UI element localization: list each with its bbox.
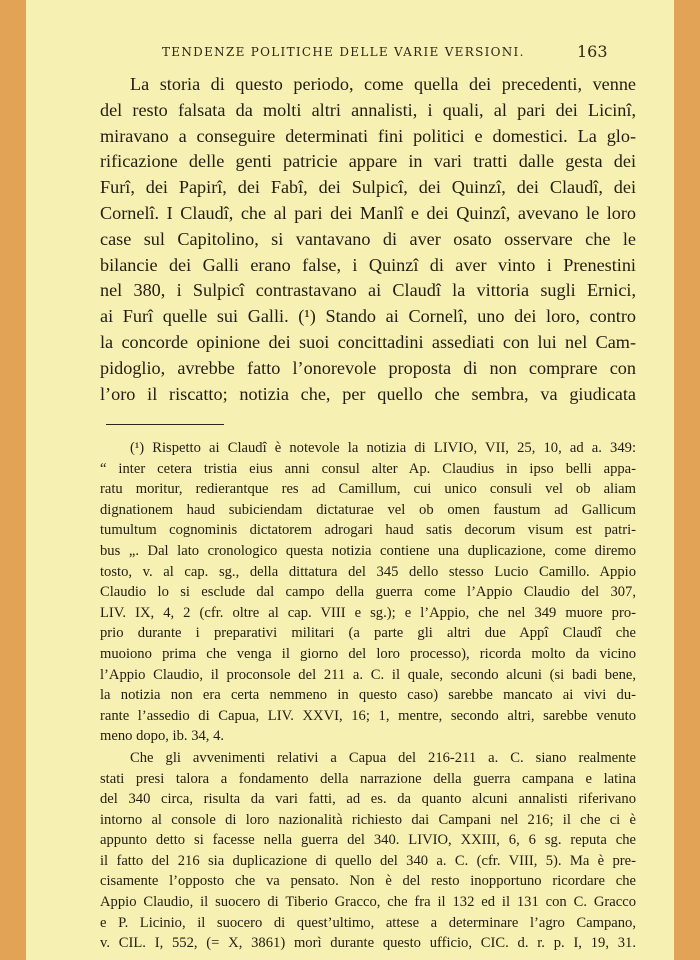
footnote-paragraph-1 [100, 438, 636, 747]
text-line: nel 380, i Sulpicî contrastavano ai Claudî la vittoria sugli Ernici, [100, 280, 636, 301]
text-line: miravano a conseguire determinati fini politici e domestici. La glo- [100, 125, 636, 146]
text-line: rificazione delle genti patricie appare in vari tratti dalle gesta dei [100, 151, 636, 172]
footnote [100, 438, 636, 954]
footnote-line: ratu moritur, redierantque res ad Camillum, cui unico consuli vel ob aliam [100, 481, 636, 498]
text-line: case sul Capitolino, si vantavano di aver osato osservare che le [100, 228, 636, 249]
footnote-line: tosto, v. al cap. sg., della dittatura del 345 dello stesso Lucio Camillo. Appio [100, 563, 636, 580]
footnote-line: intorno al console di loro nazionalità richiesto dai Campani nel 216; il che ci è [100, 811, 636, 828]
footnote-divider [106, 424, 224, 425]
footnote-line: (¹) Rispetto ai Claudî è notevole la notizia di LIVIO, VII, 25, 10, ad a. 349: [130, 440, 636, 456]
footnote-line: del 340 circa, risulta da vari fatti, ad es. da quanto alcuni annalisti riferivano [100, 791, 636, 808]
main-paragraph [100, 72, 636, 407]
footnote-line: Che gli avvenimenti relativi a Capua del 216-211 a. C. siano realmente [130, 749, 636, 766]
footnote-line: la notizia non era certa nemmeno in questo caso) sarebbe mancato ai vivi du- [100, 687, 636, 704]
footnote-line: meno dopo, ib. 34, 4. [100, 728, 225, 745]
footnote-line: Appio Claudio, il suocero di Tiberio Gracco, che fra il 132 ed il 131 con C. Gracco [100, 894, 636, 911]
footnote-line: bus „. Dal lato cronologico questa notizia contiene una duplicazione, come diremo [100, 542, 636, 559]
text-line: bilancie dei Galli erano false, i Quinzî di aver vinto i Prenestini [100, 254, 636, 275]
book-page [26, 0, 674, 960]
footnote-line: appunto detto si facesse nella guerra del 340. LIVIO, XXIII, 6, 6 sg. reputa che [100, 832, 636, 849]
footnote-line: dignationem haud subiciendam dictaturae vel ob omen faustum ad Gallicum [100, 501, 636, 518]
footnote-line: prio durante i preparativi militari (a parte gli altri due Appî Claudî che [100, 625, 636, 642]
text-line: Furî, dei Papirî, dei Fabî, dei Sulpicî, dei Quinzî, dei Claudî, dei [100, 177, 636, 198]
footnote-line: “ inter cetera tristia eius anni consul alter Ap. Claudius in ipso belli appa- [100, 460, 636, 477]
text-line: ai Furî quelle sui Galli. (¹) Stando ai Cornelî, uno dei loro, contro [100, 306, 636, 327]
footnote-line: v. CIL. I, 552, (= X, 3861) morì durante questo ufficio, CIC. d. r. p. I, 19, 31. [100, 935, 636, 952]
footnote-line: muoiono prima che venga il giorno del loro processo), ricorda molto da vicino [100, 645, 636, 662]
footnote-line: LIV. IX, 4, 2 (cfr. oltre al cap. VIII e sg.); e l’Appio, che nel 349 muore pro- [100, 604, 636, 621]
running-head [26, 42, 674, 64]
text-line: pidoglio, avrebbe fatto l’onorevole proposta di non comprare con [100, 357, 636, 378]
running-title: TENDENZE POLITICHE DELLE VARIE VERSIONI. [162, 45, 525, 59]
footnote-paragraph-2 [100, 748, 636, 954]
footnote-line: cisamente l’opposto che va pensato. Non è del resto inopportuno ricordare che [100, 873, 636, 890]
footnote-line: Claudio lo si esclude dal campo della guerra come l’Appio Claudio del 307, [100, 584, 636, 601]
footnote-line: stati presi talora a fondamento della narrazione della guerra campana e latina [100, 770, 636, 787]
text-line: del resto falsata da molti altri annalisti, i quali, al pari dei Licinî, [100, 99, 636, 120]
footnote-line: l’Appio Claudio, il proconsole del 211 a. C. il quale, secondo alcuni (si badi bene, [100, 666, 636, 683]
page-number: 163 [577, 42, 608, 61]
text-line: Cornelî. I Claudî, che al pari dei Manlî e dei Quinzî, avevano le loro [100, 202, 636, 223]
text-line: La storia di questo periodo, come quella dei precedenti, venne [130, 74, 636, 94]
footnote-line: il fatto del 216 sia duplicazione di quello del 340 a. C. (cfr. VIII, 5). Ma è pre- [100, 852, 636, 869]
footnote-line: tumultum cognominis dictatorem adrogari haud satis decorum visum est patri- [100, 522, 636, 539]
footnote-line: rante l’assedio di Capua, LIV. XXVI, 16; 1, mentre, secondo altri, sarebbe venuto [100, 707, 636, 724]
text-line: l’oro il riscatto; notizia che, per quello che sembra, va giudicata [100, 383, 636, 404]
text-line: la concorde opinione dei suoi concittadini assediati con lui nel Cam- [100, 331, 636, 352]
footnote-line: e P. Licinio, il suocero di quest’ultimo, attese a determinare l’agro Campano, [100, 914, 636, 931]
